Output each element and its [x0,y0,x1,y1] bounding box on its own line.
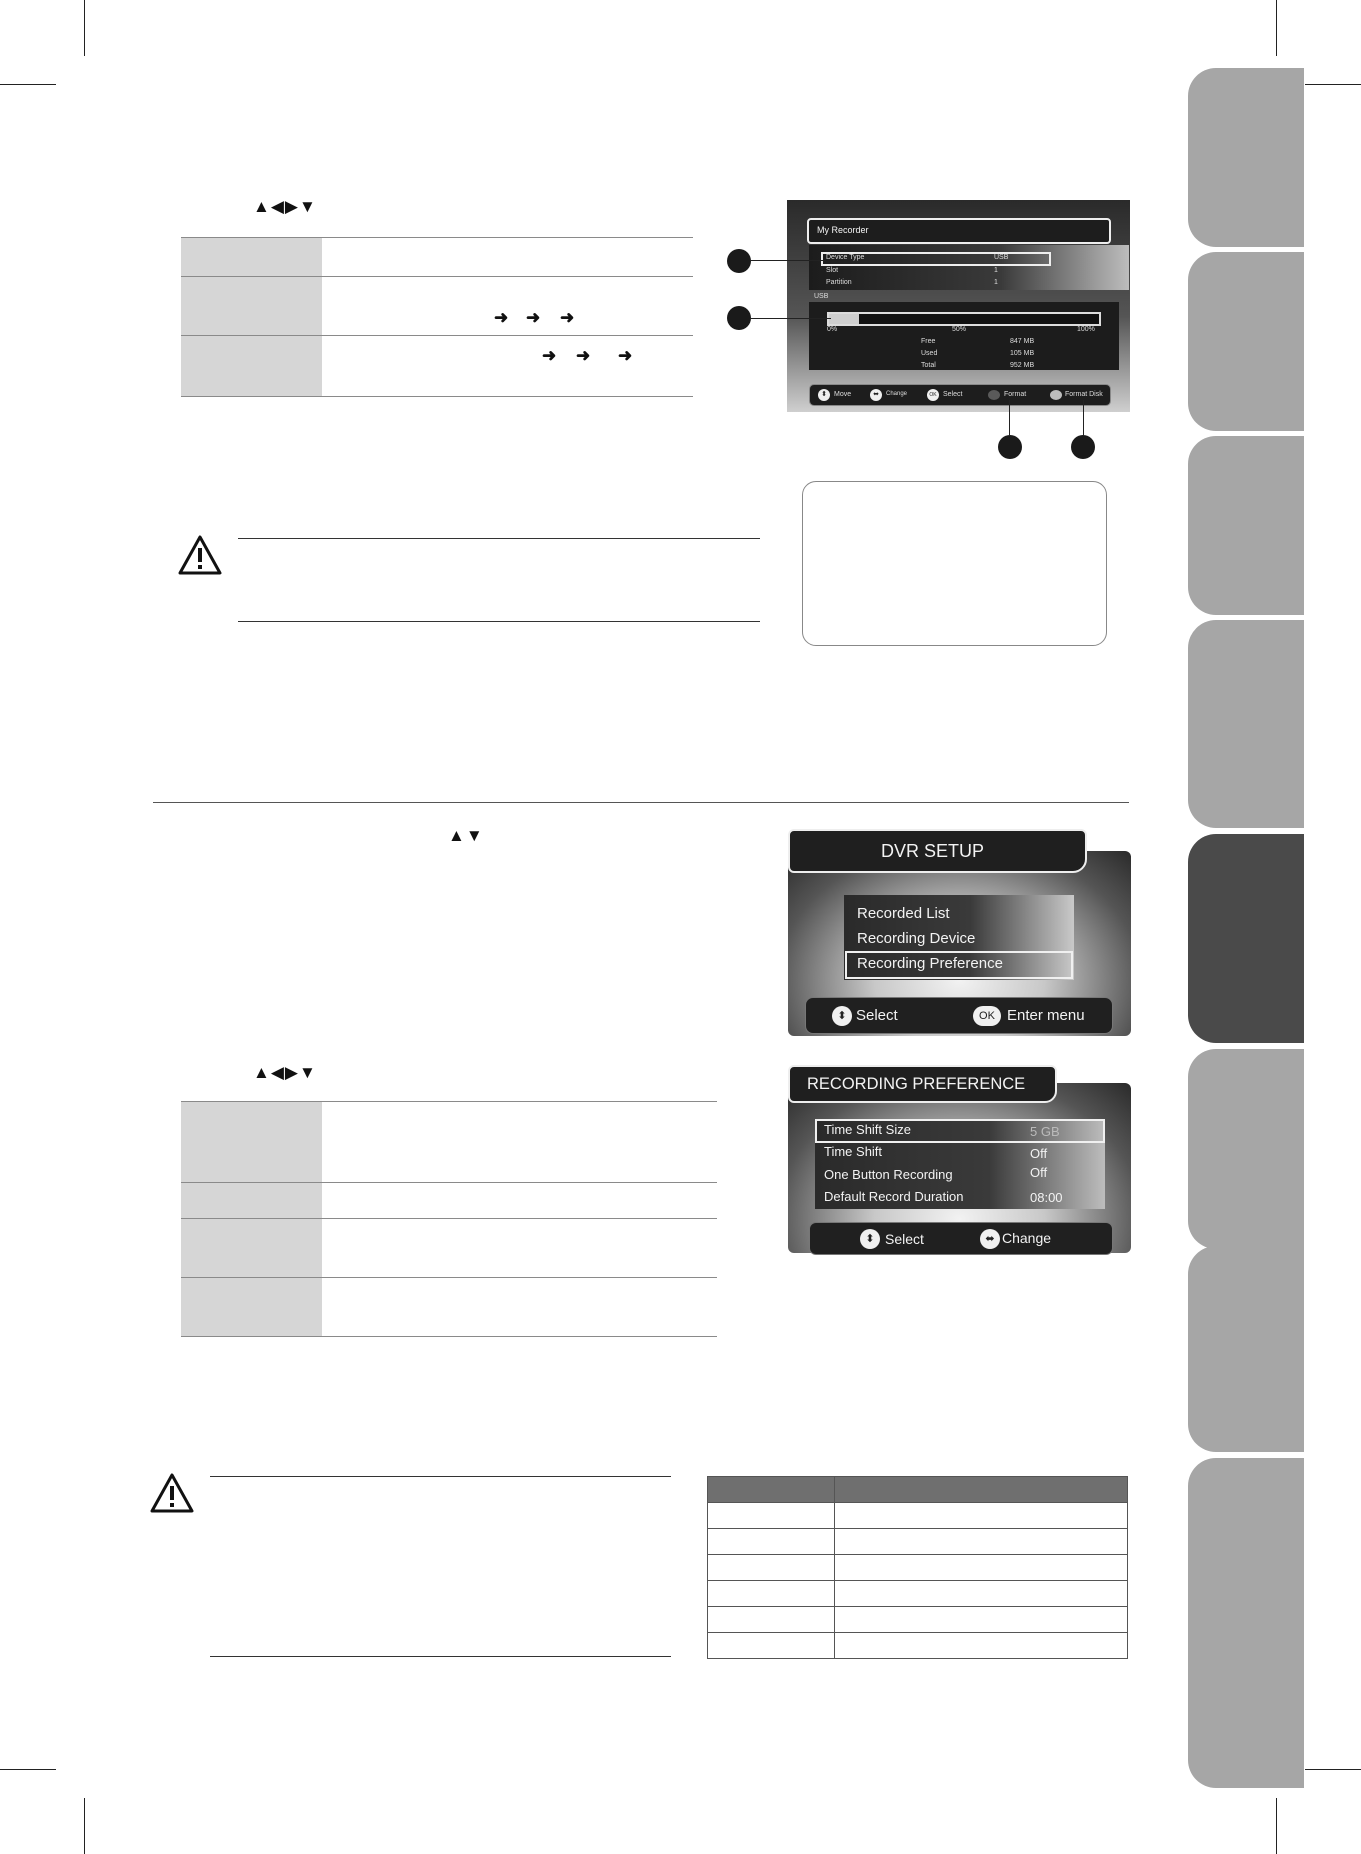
storage-usage-box [809,302,1119,370]
menu-item-label: Recorded List [857,905,950,922]
crop-mark [1305,84,1361,85]
change-label: Change [1002,1230,1052,1246]
table-row [181,1183,717,1219]
usage-bar-fill [829,314,859,324]
right-arrow-icon: ➜ [576,346,591,365]
divider [238,621,760,622]
preference-label: Default Record Duration [824,1189,964,1204]
section-tab[interactable] [1188,620,1304,828]
ok-key-icon: OK [927,389,939,401]
format-disk-label: Format Disk [1065,391,1103,398]
crop-mark [1276,1798,1277,1854]
section-tab[interactable] [1188,1458,1304,1788]
used-value: 105 MB [1010,350,1035,357]
preference-list [815,1119,1105,1209]
table-row [181,1278,717,1337]
crop-mark [0,84,56,85]
move-icon: ⬍ [818,389,830,401]
device-label: USB [814,293,829,300]
table-row [708,1555,1128,1581]
enter-menu-label: Enter menu [1007,1007,1085,1024]
table-row [708,1581,1128,1607]
panel-title: My Recorder [817,225,869,235]
change-arrows-icon: ⬌ [980,1229,1000,1249]
select-label: Select [856,1007,898,1024]
panel-title-tab [788,829,1087,873]
section-tab[interactable] [1188,252,1304,431]
select-arrows-icon: ⬍ [860,1229,880,1249]
free-label: Free [921,338,936,345]
change-label: Change [886,391,908,397]
crop-mark [84,1798,85,1854]
navigation-arrows-icon: ▲◀▶▼ [253,1063,317,1082]
device-info-box [809,245,1129,290]
note-box [802,481,1107,646]
warning-icon [149,1472,195,1514]
slot-value: 1 [994,267,998,274]
panel-title: RECORDING PREFERENCE [807,1075,1026,1093]
partition-value: 1 [994,279,998,286]
scale-label-0: 0% [827,326,838,333]
total-value: 952 MB [1010,362,1035,369]
preference-value: Off [1030,1165,1048,1180]
right-arrow-icon: ➜ [542,346,557,365]
section-tab[interactable] [1188,68,1304,247]
panel-title: DVR SETUP [881,841,985,861]
right-arrow-icon: ➜ [494,308,509,327]
navigation-arrows-icon: ▲◀▶▼ [253,197,317,216]
format-label: Format [1004,391,1027,398]
section-tab[interactable] [1188,436,1304,615]
callout-marker [998,435,1022,459]
menu-item-recording-device[interactable] [844,926,1072,950]
preference-label: Time Shift [824,1144,883,1159]
slot-label: Slot [826,267,839,274]
right-arrow-icon: ➜ [526,308,541,327]
menu-list [844,895,1074,980]
table-row [708,1607,1128,1633]
menu-item-recording-preference[interactable] [845,951,1073,979]
table-row [181,1219,717,1278]
preference-option-table [181,1101,717,1337]
recording-preference-panel [788,1065,1131,1255]
usage-bar [827,312,1101,326]
callout-line [1083,400,1084,436]
navigation-arrows-icon: ▲▼ [448,826,484,845]
select-label: Select [943,391,963,398]
right-arrow-icon: ➜ [618,346,633,365]
device-type-label: Device Type [826,254,865,261]
format-disk-key-icon [1050,390,1062,400]
preference-value: 08:00 [1030,1190,1063,1205]
callout-line [751,260,826,261]
warning-icon [177,534,223,576]
callout-line [1009,400,1010,436]
section-tab[interactable] [1188,1049,1304,1249]
select-arrows-icon: ⬍ [832,1006,852,1026]
menu-item-label: Recording Device [857,930,976,947]
table-row [708,1503,1128,1529]
callout-marker [727,306,751,330]
preference-value: Off [1030,1146,1048,1161]
crop-mark [84,0,85,56]
section-tab-active[interactable] [1188,834,1304,1043]
panel-title-tab [788,1065,1057,1103]
table-row [181,238,693,277]
move-label: Move [834,391,852,398]
scale-label-50: 50% [952,326,967,333]
table-row [181,277,693,336]
section-tab[interactable] [1188,1246,1304,1452]
table-row [708,1529,1128,1555]
table-header [708,1477,1128,1503]
callout-marker [727,249,751,273]
callout-line [751,318,831,319]
divider [238,538,760,539]
device-type-value: USB [994,254,1009,261]
used-label: Used [921,350,938,357]
table-row [708,1633,1128,1659]
preference-footer-bar [809,1222,1113,1255]
menu-item-recorded-list[interactable] [844,901,1072,925]
right-arrow-icon: ➜ [560,308,575,327]
change-icon: ⬌ [870,389,882,401]
crop-mark [1305,1769,1361,1770]
preference-value: 5 GB [1030,1124,1060,1139]
section-divider [153,802,1129,803]
ok-key-icon: OK [973,1006,1001,1026]
total-label: Total [921,362,936,369]
divider [210,1656,671,1657]
format-key-icon [988,390,1000,400]
free-value: 847 MB [1010,338,1035,345]
crop-mark [0,1769,56,1770]
preference-label: One Button Recording [824,1167,953,1182]
reference-table [707,1476,1128,1659]
select-label: Select [885,1231,924,1247]
my-recorder-panel [787,200,1130,412]
option-table [181,237,693,397]
callout-marker [1071,435,1095,459]
panel-title-bar [807,218,1111,244]
table-row [181,1102,717,1183]
scale-label-100: 100% [1077,326,1095,333]
crop-mark [1276,0,1277,56]
divider [210,1476,671,1477]
dvr-setup-panel [788,829,1131,1036]
dvr-footer-bar [805,997,1113,1034]
menu-item-label: Recording Preference [857,955,1003,972]
recorder-footer-bar [809,384,1111,406]
table-row [181,336,693,397]
preference-label: Time Shift Size [824,1122,911,1137]
partition-label: Partition [826,279,852,286]
